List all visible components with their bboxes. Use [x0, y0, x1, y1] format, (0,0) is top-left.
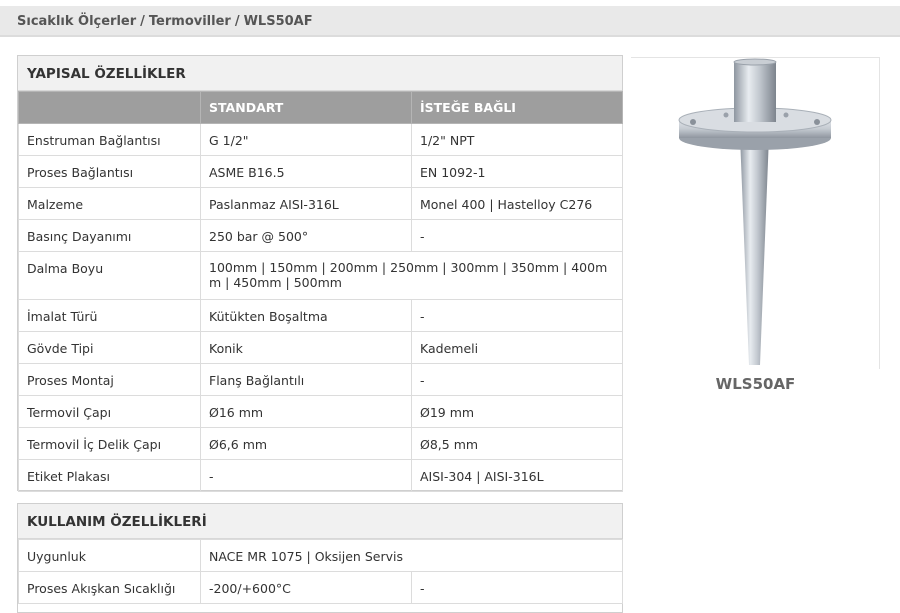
thermowell-flange-image: [631, 58, 878, 369]
row-optional: -: [412, 300, 623, 332]
usage-specs-table: [18, 539, 623, 604]
breadcrumb-separator: /: [234, 14, 240, 29]
structural-specs-title: YAPISAL ÖZELLİKLER: [18, 56, 622, 91]
row-standard: -200/+600°C: [201, 572, 412, 604]
header-standard: STANDART: [201, 92, 412, 124]
header-optional: İSTEĞE BAĞLI: [412, 92, 623, 124]
row-label: İmalat Türü: [19, 300, 201, 332]
header-label: [19, 92, 201, 124]
row-label: Proses Akışkan Sıcaklığı: [19, 572, 201, 604]
table-row: [19, 460, 623, 492]
row-standard: Ø6,6 mm: [201, 428, 412, 460]
row-standard: Ø16 mm: [201, 396, 412, 428]
row-label: Enstruman Bağlantısı: [19, 124, 201, 156]
row-optional: Monel 400 | Hastelloy C276: [412, 188, 623, 220]
row-standard: Flanş Bağlantılı: [201, 364, 412, 396]
row-optional: Kademeli: [412, 332, 623, 364]
neck-top: [734, 59, 776, 65]
breadcrumb-link-temperature[interactable]: Sıcaklık Ölçerler: [17, 14, 137, 29]
table-row: [19, 156, 623, 188]
row-optional: 1/2" NPT: [412, 124, 623, 156]
row-optional: -: [412, 572, 623, 604]
bolt-hole: [784, 113, 789, 118]
product-image-frame[interactable]: [631, 57, 880, 369]
thermowell-stem: [740, 136, 769, 365]
row-merged-value: NACE MR 1075 | Oksijen Servis: [201, 540, 623, 572]
product-name: WLS50AF: [715, 375, 796, 393]
row-standard: Kütükten Boşaltma: [201, 300, 412, 332]
bolt-hole: [814, 119, 820, 125]
row-label: Termovil Çapı: [19, 396, 201, 428]
row-standard: Konik: [201, 332, 412, 364]
row-standard: -: [201, 460, 412, 492]
structural-specs-table: [18, 91, 623, 492]
breadcrumb-current: WLS50AF: [243, 14, 313, 29]
row-label: Basınç Dayanımı: [19, 220, 201, 252]
table-row: [19, 220, 623, 252]
row-optional: Ø19 mm: [412, 396, 623, 428]
row-merged-value: 100mm | 150mm | 200mm | 250mm | 300mm | 350mm | 400mm | 450mm | 500mm: [201, 252, 623, 300]
table-row: [19, 332, 623, 364]
table-row: [19, 300, 623, 332]
row-label: Termovil İç Delik Çapı: [19, 428, 201, 460]
table-header-row: [19, 92, 623, 124]
table-row: [19, 188, 623, 220]
table-row: [19, 364, 623, 396]
usage-specs-title: KULLANIM ÖZELLİKLERİ: [18, 504, 622, 539]
thermowell-neck: [734, 62, 776, 122]
table-row: [19, 428, 623, 460]
row-label: Malzeme: [19, 188, 201, 220]
row-label: Proses Bağlantısı: [19, 156, 201, 188]
table-row: [19, 252, 623, 300]
row-optional: -: [412, 364, 623, 396]
row-optional: -: [412, 220, 623, 252]
breadcrumb-separator: /: [140, 14, 145, 29]
breadcrumb: [0, 6, 900, 37]
row-label: Etiket Plakası: [19, 460, 201, 492]
breadcrumb-link-thermowells[interactable]: Termoviller: [148, 14, 231, 29]
row-label: Dalma Boyu: [19, 252, 201, 300]
row-standard: ASME B16.5: [201, 156, 412, 188]
row-optional: EN 1092-1: [412, 156, 623, 188]
row-standard: G 1/2": [201, 124, 412, 156]
table-row: [19, 540, 623, 572]
row-optional: AISI-304 | AISI-316L: [412, 460, 623, 492]
row-label: Gövde Tipi: [19, 332, 201, 364]
table-row: [19, 124, 623, 156]
bolt-hole: [724, 113, 729, 118]
table-row: [19, 396, 623, 428]
row-standard: 250 bar @ 500°: [201, 220, 412, 252]
table-row: [19, 572, 623, 604]
row-optional: Ø8,5 mm: [412, 428, 623, 460]
bolt-hole: [690, 119, 696, 125]
usage-specs-panel: [17, 503, 623, 613]
row-label: Uygunluk: [19, 540, 201, 572]
row-label: Proses Montaj: [19, 364, 201, 396]
structural-specs-panel: [17, 55, 623, 491]
row-standard: Paslanmaz AISI-316L: [201, 188, 412, 220]
